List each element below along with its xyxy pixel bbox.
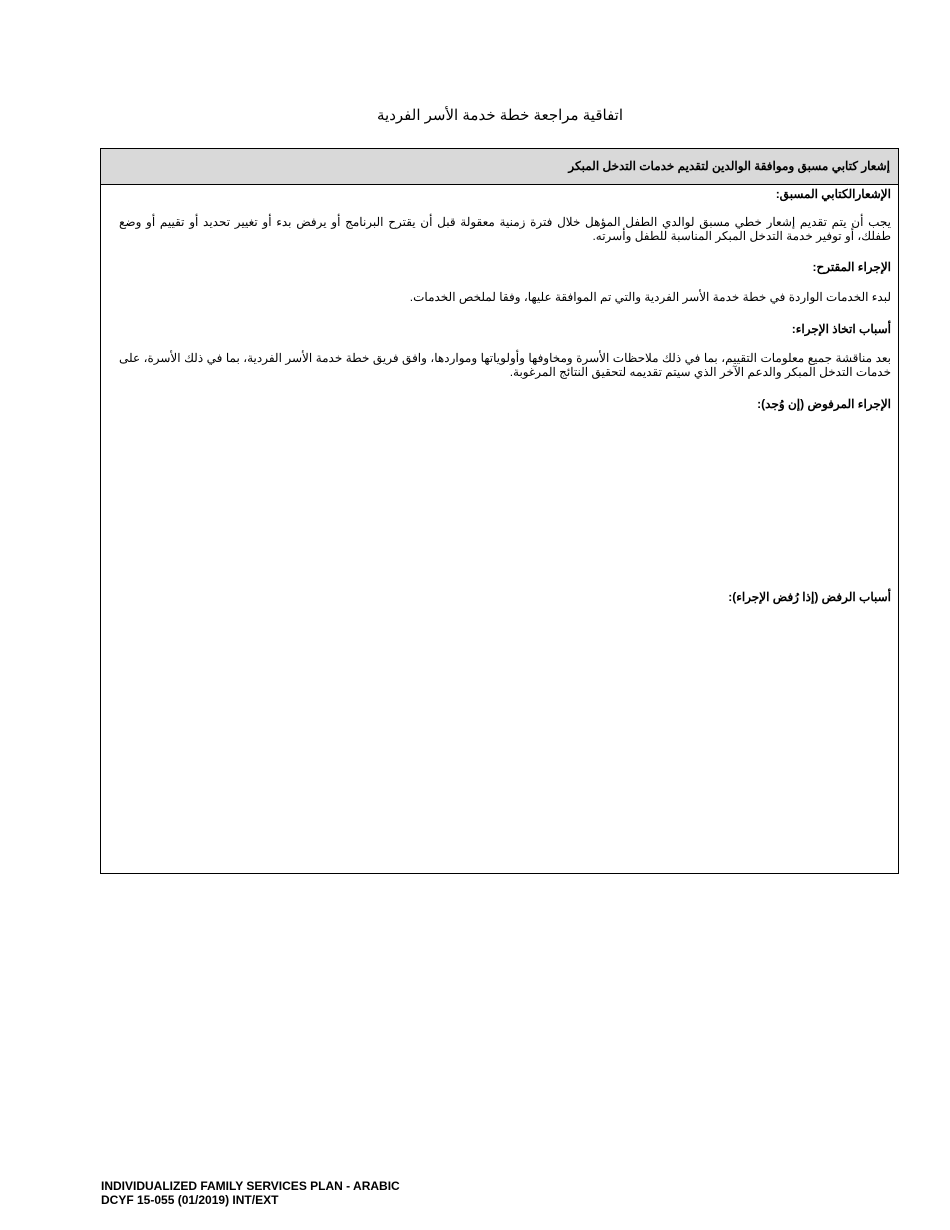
section-proposed-action — [101, 259, 898, 304]
section-heading-action-reasons: أسباب اتخاذ الإجراء: — [791, 322, 891, 336]
section-body-prior-notice: يجب أن يتم تقديم إشعار خطي مسبق لوالدي الطفل المؤهل خلال فترة زمنية معقولة قبل أن يقترح البرنامج أو يرفض بدء أو تغيير تحديد أو تقييم أو وضع طفلك، أو توفير خدمة التدخل المبكر المناسبة للطفل وأسرته. — [119, 215, 891, 243]
section-refusal-reasons — [101, 589, 898, 605]
section-body-proposed-action: لبدء الخدمات الواردة في خطة خدمة الأسر الفردية والتي تم الموافقة عليها، وفقا لملخص الخدمات. — [409, 290, 891, 304]
section-heading-prior-notice: الإشعارالكتابي المسبق: — [775, 187, 891, 201]
notice-form — [100, 148, 899, 874]
form-footer — [101, 1179, 400, 1207]
section-refused-action — [101, 396, 898, 589]
section-prior-notice — [101, 185, 898, 243]
form-header: إشعار كتابي مسبق وموافقة الوالدين لتقديم خدمات التدخل المبكر — [101, 149, 898, 185]
footer-form-title: INDIVIDUALIZED FAMILY SERVICES PLAN - ARABIC — [101, 1179, 400, 1193]
section-action-reasons — [101, 321, 898, 379]
footer-form-number: DCYF 15-055 (01/2019) INT/EXT — [101, 1193, 279, 1207]
section-heading-refusal-reasons: أسباب الرفض (إذا رُفض الإجراء): — [728, 590, 891, 604]
section-heading-proposed-action: الإجراء المقترح: — [812, 260, 891, 274]
section-body-action-reasons: بعد مناقشة جميع معلومات التقييم، بما في ذلك ملاحظات الأسرة ومخاوفها وأولوياتها ومواردها، وافق فريق خطة خدمة الأسر الفردية، بما في ذلك الأسرة، على خدمات التدخل المبكر والدعم الآخر الذي سيتم تقديمه لتحقيق النتائج المرغوبة. — [119, 351, 891, 379]
section-heading-refused-action: الإجراء المرفوض (إن وُجد): — [757, 397, 891, 411]
page-title: اتفاقية مراجعة خطة خدمة الأسر الفردية — [376, 107, 623, 124]
